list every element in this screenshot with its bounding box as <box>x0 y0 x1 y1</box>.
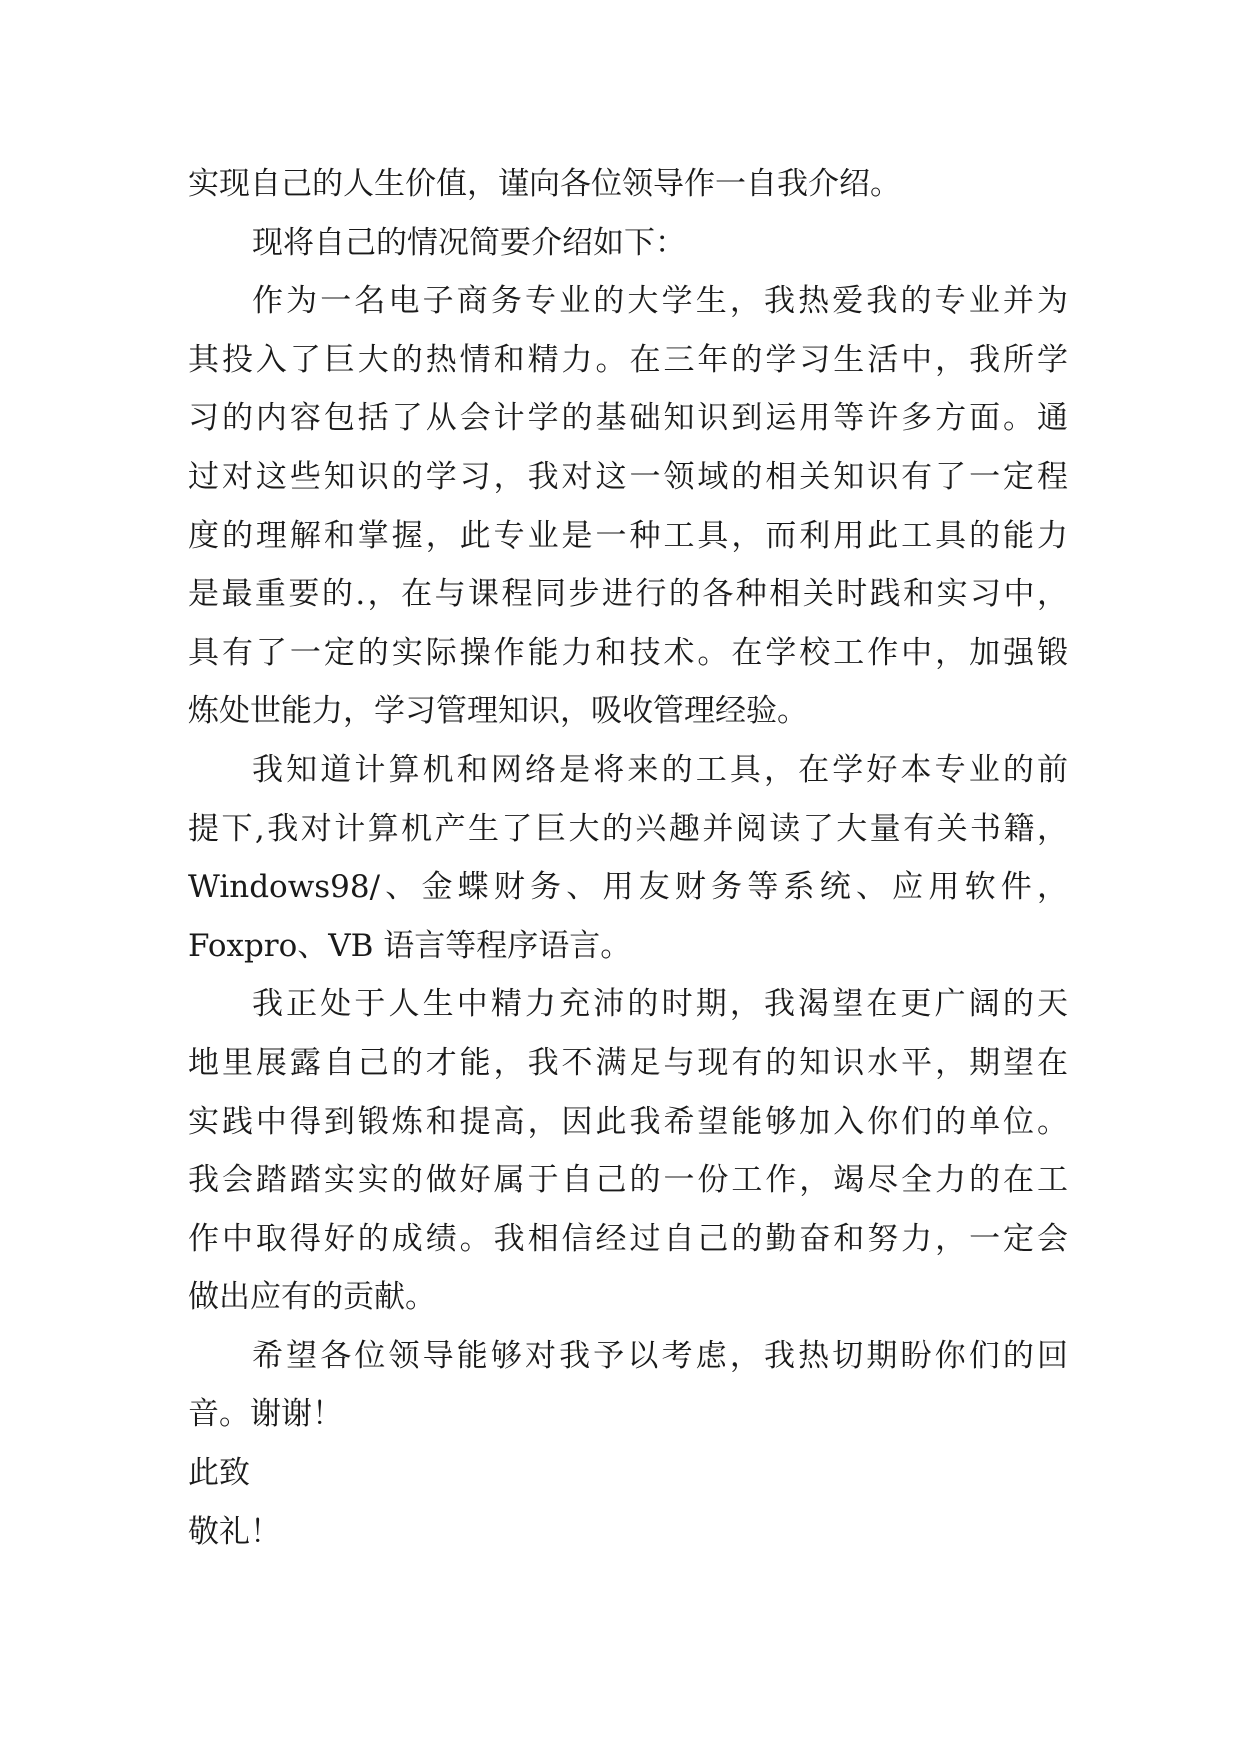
text-line: 实践中得到锻炼和提高，因此我希望能够加入你们的单位。 <box>188 1103 1068 1140</box>
text-line: 提下,我对计算机产生了巨大的兴趣并阅读了大量有关书籍， <box>188 810 1068 847</box>
text-line: 习的内容包括了从会计学的基础知识到运用等许多方面。通 <box>188 400 1068 437</box>
text-line: 作为一名电子商务专业的大学生，我热爱我的专业并为 <box>252 283 1068 320</box>
text-line: Windows98/、金蝶财务、用友财务等系统、应用软件， <box>188 869 1068 906</box>
text-line: 现将自己的情况简要介绍如下： <box>252 224 686 261</box>
text-line: 我正处于人生中精力充沛的时期，我渴望在更广阔的天 <box>252 986 1068 1023</box>
text-line: 度的理解和掌握，此专业是一种工具，而利用此工具的能力 <box>188 517 1068 554</box>
text-line: 具有了一定的实际操作能力和技术。在学校工作中，加强锻 <box>188 634 1068 671</box>
text-line: 过对这些知识的学习，我对这一领域的相关知识有了一定程 <box>188 458 1068 495</box>
text-line: 音。谢谢！ <box>188 1396 343 1433</box>
closing-salutation: 此致 <box>188 1455 250 1492</box>
text-line: 作中取得好的成绩。我相信经过自己的勤奋和努力，一定会 <box>188 1220 1068 1257</box>
text-line: 做出应有的贡献。 <box>188 1279 436 1316</box>
text-line: 实现自己的人生价值，谨向各位领导作一自我介绍。 <box>188 166 901 202</box>
text-line: 我知道计算机和网络是将来的工具，在学好本专业的前 <box>252 751 1068 788</box>
text-line: 其投入了巨大的热情和精力。在三年的学习生活中，我所学 <box>188 341 1068 378</box>
text-line: Foxpro、VB 语言等程序语言。 <box>188 927 632 964</box>
text-line: 希望各位领导能够对我予以考虑，我热切期盼你们的回 <box>252 1337 1068 1374</box>
text-line: 我会踏踏实实的做好属于自己的一份工作，竭尽全力的在工 <box>188 1162 1068 1199</box>
text-line: 炼处世能力，学习管理知识，吸收管理经验。 <box>188 693 808 730</box>
text-line: 地里展露自己的才能，我不满足与现有的知识水平，期望在 <box>188 1044 1068 1081</box>
letter-body <box>188 155 1068 1561</box>
closing-regards: 敬礼！ <box>188 1513 281 1550</box>
text-line: 是最重要的.，在与课程同步进行的各种相关时践和实习中， <box>188 576 1068 613</box>
